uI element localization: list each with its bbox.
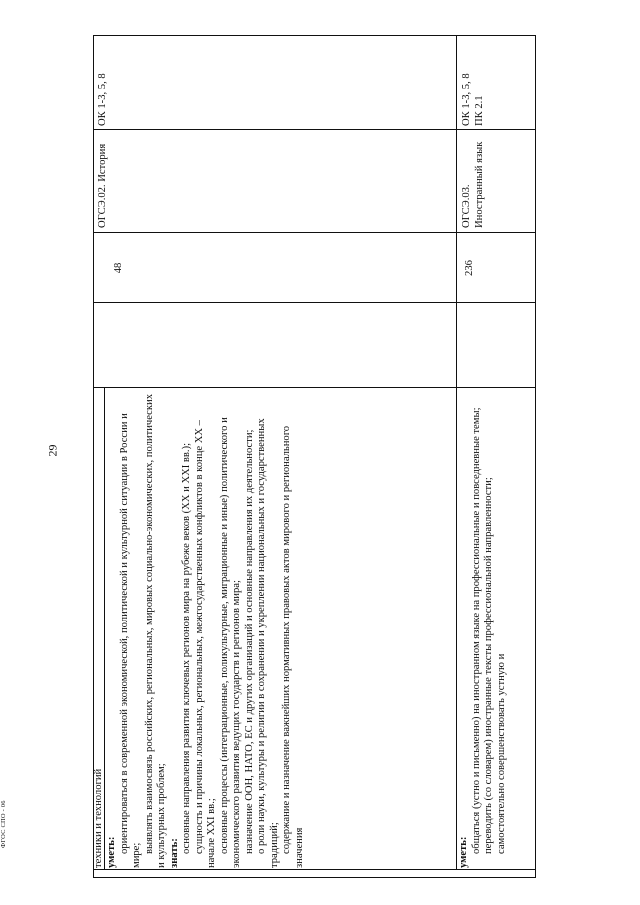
skills-item: общаться (устно и письменно) на иностранном языке на профессиональные и повседневные темы; — [470, 407, 482, 854]
skills-item: переводить (со словарем) иностранные тексты профессиональной направленности; — [483, 477, 494, 854]
skills-item: основные процессы (интеграционные, поликультурные, миграционные и иные) политического и экономического развития ведущих государств и регионов мира; — [218, 417, 242, 868]
skills-item: сущность и причины локальных, региональных, межгосударственных конфликтов в конце XX – начале XXI вв.; — [193, 420, 217, 868]
document-code: ФГОС СПО - 06 — [0, 800, 7, 848]
competencies-language: ОК 1-3, 5, 8 ПК 2.1 — [461, 73, 485, 126]
total-hours-history: 48 — [113, 262, 124, 274]
row-separator — [456, 35, 457, 870]
column-line — [93, 129, 536, 130]
curriculum-table — [93, 35, 536, 878]
competencies-history: ОК 1-3, 5, 8 — [97, 73, 108, 126]
skills-item: основные направления развития ключевых регионов мира на рубеже веков (XX и XXI вв.); — [181, 442, 192, 854]
header-row-line — [104, 388, 105, 870]
continuation-header: техники и технологий — [93, 768, 104, 868]
skills-item: назначение ООН, НАТО, ЕС и других организаций и основные направления их деятельности; — [243, 429, 255, 854]
discipline-history: ОГСЭ.02. История — [97, 143, 108, 228]
skills-item: ориентироваться в современной экономической, политической и культурной ситуации в России и мире; — [118, 413, 142, 868]
table-row-language-skills — [458, 390, 534, 868]
table-row-history-skills — [106, 390, 454, 868]
skills-heading: уметь: — [458, 836, 469, 868]
skills-heading: уметь: — [106, 836, 117, 868]
column-line — [93, 869, 536, 870]
skills-item: выявлять взаимосвязь российских, региональных, мировых социально-экономических, политических и культурных проблем; — [143, 394, 167, 868]
page-number: 29 — [45, 444, 60, 457]
skills-item: самостоятельно совершенствовать устную и — [495, 653, 507, 854]
column-line — [93, 387, 536, 388]
skills-item: содержание и назначение важнейших нормативных правовых актов мирового и регионального значения — [281, 425, 305, 868]
skills-heading: знать: — [168, 838, 180, 868]
skills-item: о роли науки, культуры и религии в сохранении и укреплении национальных и государственных традиций; — [256, 418, 280, 868]
discipline-language: ОГСЭ.03. Иностранный язык — [461, 141, 485, 228]
total-hours-language: 236 — [464, 260, 475, 276]
